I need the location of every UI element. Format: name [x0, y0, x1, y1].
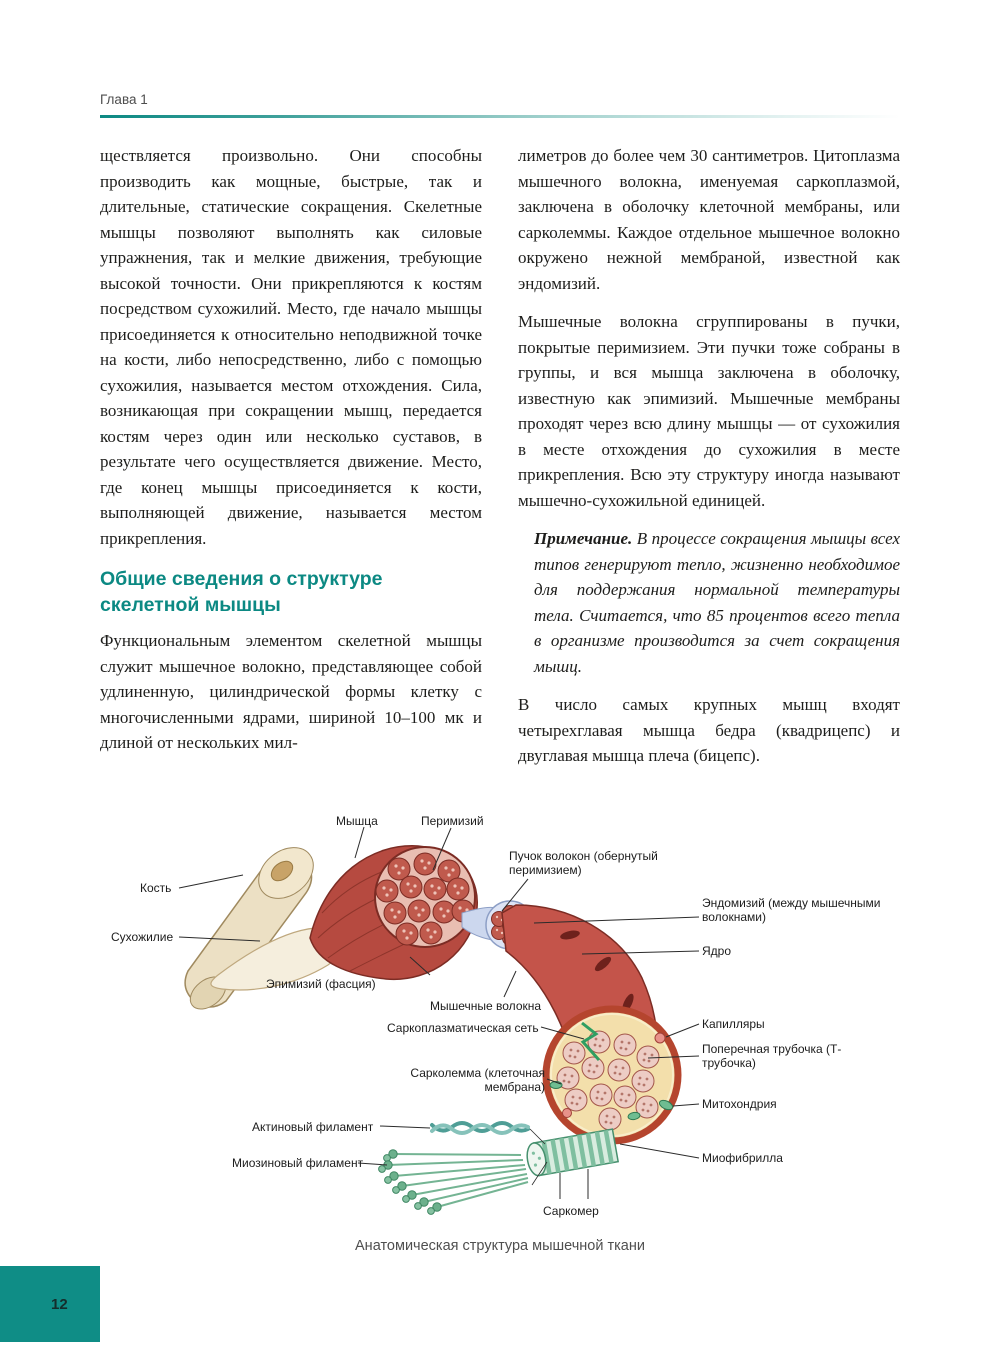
label-sarcolemma: Сарколемма (клеточная мембрана) [410, 1066, 545, 1095]
section-heading: Общие сведения о структуре скелетной мышцы [100, 568, 383, 616]
label-sarcomere: Саркомер [543, 1204, 599, 1218]
left-column [100, 143, 482, 782]
label-epimysium: Эпимизий (фасция) [266, 977, 376, 991]
label-fascicle: Пучок волокон (обернутый перимизием) [509, 849, 658, 878]
header-divider [100, 115, 900, 118]
fiber-cross-section [546, 1009, 678, 1141]
muscle-anatomy-figure [100, 813, 900, 1225]
label-myofibril: Миофибрилла [702, 1151, 783, 1165]
note-paragraph [534, 526, 900, 679]
label-mitochondria: Митохондрия [702, 1097, 777, 1111]
page-number: 12 [51, 1295, 68, 1313]
label-tendon: Сухожилие [111, 930, 174, 944]
myofibril-cylinder [525, 1129, 618, 1177]
capillary-shape [563, 1109, 572, 1118]
body-paragraph: Мышечные волокна сгруппированы в пучки, покрытые перимизием. Эти пучки тоже собраны в группы, и вся мышца заключена в оболочку, известную как эпимизий. Мышечные мембраны проходят через всю длину мышцы — от сухожилия в месте отхождения до сухожилия в месте прикрепления. Всю эту структуру иногда называют мышечно-сухожильной единицей. [518, 312, 900, 510]
label-endomysium: Эндомизий (между мышечными волокнами) [702, 896, 881, 925]
body-paragraph: Функциональным элементом скелетной мышцы служит мышечное волокно, представляющее собой удлиненную, цилиндрической формы клетку с многочисленными ядрами, шириной 10–100 мк и длиной от нескольких мил- [100, 631, 482, 753]
label-muscle: Мышца [336, 814, 378, 828]
label-muscle-fibers: Мышечные волокна [430, 999, 542, 1013]
body-paragraph: В число самых крупных мышц входят четырехглавая мышца бедра (квадрицепс) и двуглавая мышца плеча (бицепс). [518, 695, 900, 765]
muscle-cross-section [375, 847, 475, 947]
right-column [518, 143, 900, 782]
label-t-tubule: Поперечная трубочка (Т-трубочка) [702, 1042, 842, 1071]
label-perimysium: Перимизий [421, 814, 484, 828]
note-lead: Примечание. [534, 529, 633, 548]
chapter-label: Глава 1 [100, 92, 148, 107]
label-bone: Кость [140, 881, 172, 895]
label-capillaries: Капилляры [702, 1017, 765, 1031]
label-myosin-filament: Миозиновый филамент [232, 1156, 364, 1170]
capillary-shape [655, 1033, 665, 1043]
body-paragraph: лиметров до более чем 30 сантиметров. Цитоплазма мышечного волокна, именуемая саркоплазмой, заключена в оболочку клеточной мембраны, или сарколеммы. Каждое отдельное мышечное волокно окружено нежной мембраной, известной как эндомизий. [518, 146, 900, 293]
actin-filament-shape [432, 1123, 528, 1133]
label-sarcoplasmic-reticulum: Саркоплазматическая сеть [387, 1021, 539, 1035]
label-actin-filament: Актиновый филамент [252, 1120, 374, 1134]
figure-caption: Анатомическая структура мышечной ткани [355, 1238, 645, 1254]
note-body: В процессе сокращения мышцы всех типов генерируют тепло, жизненно необходимое для поддержания нормальной температуры тела. Считается, что 85 процентов всего тепла в организме производится за счет сокращения мышц. [534, 529, 900, 676]
body-paragraph: ществляется произвольно. Они способны производить как мощные, быстрые, так и длительные, статические сокращения. Скелетные мышцы позволяют выполнять как силовые упражнения, так и мелкие движения, требующие высокой точности. Они прикрепляются к костям посредством сухожилий. Место, где начало мышцы присоединяется к относительно неподвижной точке на кости, либо непосредственно, либо с помощью сухожилия, называется местом отхождения. Сила, возникающая при сокращении мышц, передается костям через один или несколько суставов, в результате чего осуществляется движение. Место, где конец мышцы присоединяется к кости, выполняющей движение, называется местом прикрепления. [100, 146, 482, 548]
page-number-block [0, 1266, 100, 1342]
text-columns [100, 143, 900, 782]
label-nucleus: Ядро [702, 944, 732, 958]
